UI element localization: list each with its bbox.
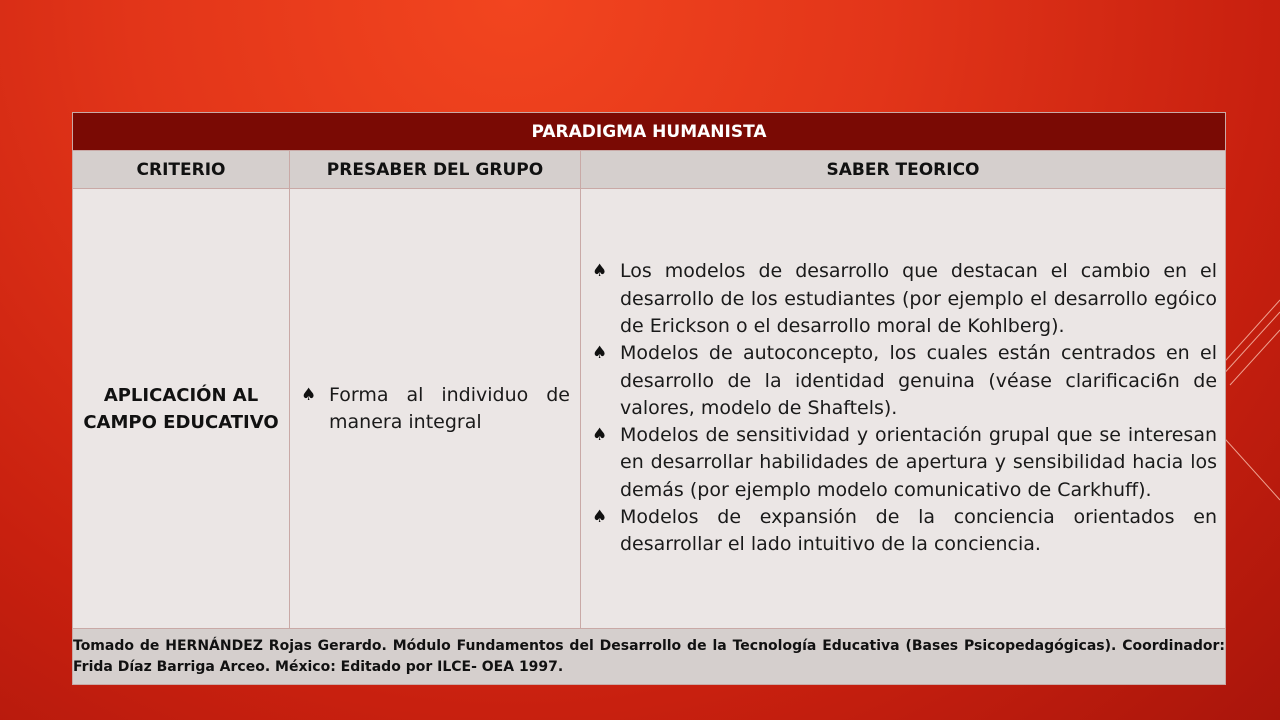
presaber-cell	[290, 189, 581, 629]
criterio-text: APLICACIÓN AL CAMPO EDUCATIVO	[83, 384, 279, 433]
saber-teorico-item	[592, 258, 1217, 340]
source-citation: Tomado de HERNÁNDEZ Rojas Gerardo. Módulo Fundamentos del Desarrollo de la Tecnología Educativa (Bases Psicopedagógicas). Coordinador: Frida Díaz Barriga Arceo. México: Editado por ILCE- OEA 1997.	[73, 629, 1226, 685]
saber-teorico-item-text: Modelos de autoconcepto, los cuales están centrados en el desarrollo de la identidad genuina (véase clarificaci6n de valores, modelo de Shaftels).	[620, 342, 1218, 419]
presaber-item-text: Forma al individuo de manera integral	[329, 383, 570, 433]
header-saber-teorico: SABER TEORICO	[581, 151, 1226, 189]
spade-icon: ♠	[592, 343, 608, 364]
presaber-item	[301, 382, 570, 436]
criterio-cell	[73, 189, 290, 629]
saber-teorico-item	[592, 340, 1217, 422]
saber-teorico-item	[592, 422, 1217, 504]
table-title: PARADIGMA HUMANISTA	[73, 113, 1226, 151]
saber-teorico-item	[592, 504, 1217, 559]
saber-teorico-item-text: Los modelos de desarrollo que destacan el cambio en el desarrollo de los estudiantes (por ejemplo el desarrollo egóico de Erickson o el desarrollo moral de Kohlberg).	[620, 260, 1218, 337]
spade-icon: ♠	[592, 507, 608, 528]
saber-teorico-cell	[581, 189, 1226, 629]
spade-icon: ♠	[592, 425, 608, 446]
spade-icon: ♠	[301, 384, 317, 405]
humanist-paradigm-table	[72, 112, 1226, 685]
header-presaber: PRESABER DEL GRUPO	[290, 151, 581, 189]
saber-teorico-item-text: Modelos de sensitividad y orientación grupal que se interesan en desarrollar habilidades de apertura y sensibilidad hacia los demás (por ejemplo modelo comunicativo de Carkhuff).	[620, 424, 1218, 501]
header-criterio: CRITERIO	[73, 151, 290, 189]
presaber-list	[290, 382, 580, 436]
saber-teorico-list	[581, 254, 1225, 562]
saber-teorico-item-text: Modelos de expansión de la conciencia orientados en desarrollar el lado intuitivo de la conciencia.	[620, 506, 1218, 556]
spade-icon: ♠	[592, 261, 608, 282]
